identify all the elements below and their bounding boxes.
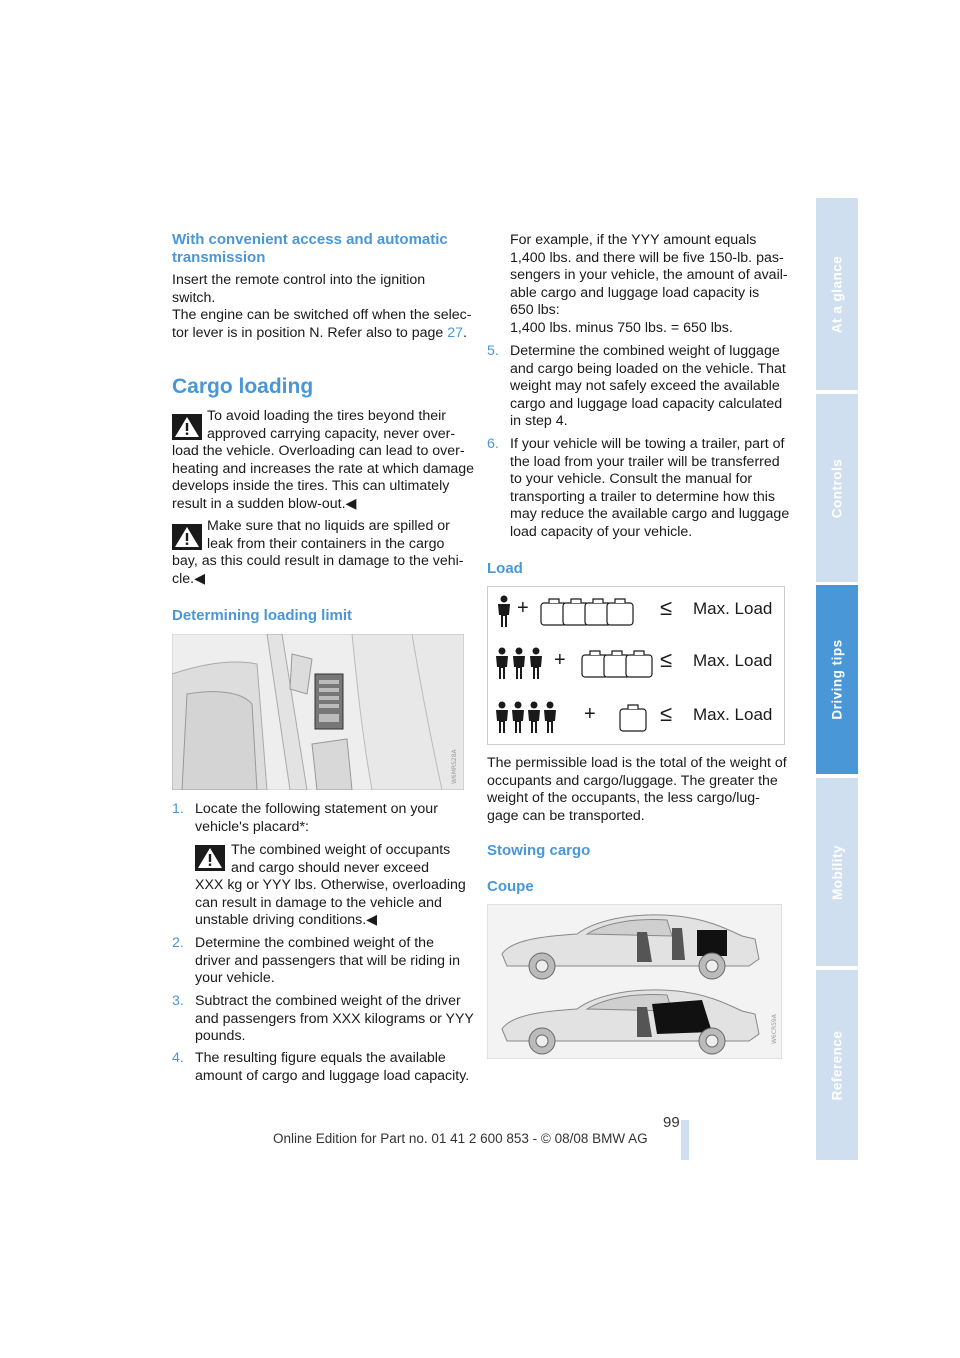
warning-text: The combined weight of occupants and cargo should never exceed bbox=[231, 842, 451, 876]
tab-mobility[interactable] bbox=[816, 778, 858, 966]
tab-label: Reference bbox=[829, 1030, 845, 1100]
list-item: 4. The resulting figure equals the available amount of cargo and luggage load capacity. bbox=[172, 1050, 470, 1084]
section-heading: Determining loading limit bbox=[172, 607, 353, 624]
list-item: 3. Subtract the combined weight of the driver and passengers from XXX kilograms or YYY pounds. bbox=[172, 993, 474, 1045]
luggage-icon bbox=[580, 647, 660, 679]
edition-footer: Online Edition for Part no. 01 41 2 600 853 - © 08/08 BMW AG bbox=[273, 1131, 648, 1146]
people-icon bbox=[494, 701, 560, 733]
warning-text: Make sure that no liquids are spilled or leak from their containers in the cargo bbox=[207, 518, 450, 552]
warning-text: To avoid loading the tires beyond their approved carrying capacity, never over- bbox=[207, 408, 456, 442]
tab-label: Mobility bbox=[829, 844, 845, 900]
page-link[interactable]: 27 bbox=[447, 324, 463, 341]
list-item: 5. Determine the combined weight of luggage and cargo being loaded on the vehicle. That weight may not safely exceed the available cargo and luggage load capacity calculated in step 4. bbox=[487, 343, 786, 430]
person-icon bbox=[496, 595, 512, 627]
luggage-icon bbox=[539, 595, 649, 627]
paragraph: The permissible load is the total of the weight of occupants and cargo/luggage. The greater the weight of the occupants, the less cargo/lug- gage can be transported. bbox=[487, 755, 787, 824]
load-row: + ≤ Max. Load bbox=[488, 639, 784, 689]
paragraph: Insert the remote control into the ignition switch. The engine can be switched off when the selec- tor lever is in position N. Refer also to page 27. bbox=[172, 272, 472, 341]
list-item: 1. Locate the following statement on your vehicle's placard*: bbox=[172, 801, 438, 835]
warning-icon bbox=[172, 524, 202, 550]
tab-label: Controls bbox=[829, 458, 845, 518]
section-heading: With convenient access and automatic transmission bbox=[172, 231, 448, 266]
tab-controls[interactable] bbox=[816, 394, 858, 582]
luggage-icon bbox=[618, 701, 652, 733]
svg-text:W6CR59A: W6CR59A bbox=[771, 1014, 778, 1044]
max-load-label: Max. Load bbox=[693, 599, 773, 618]
tab-reference[interactable] bbox=[816, 970, 858, 1160]
max-load-label: Max. Load bbox=[693, 651, 773, 670]
load-row: + ≤ Max. Load bbox=[488, 691, 784, 741]
tab-driving-tips[interactable] bbox=[816, 585, 858, 774]
page-number: 99 bbox=[663, 1114, 680, 1131]
coupe-cargo-illustration bbox=[487, 904, 782, 1059]
list-item: 6. If your vehicle will be towing a trailer, part of the load from your trailer will be transferred to your vehicle. Consult the manual for transporting a trailer to determine how this may reduce the available cargo and luggage load capacity of your vehicle. bbox=[487, 436, 790, 540]
list-item: 2. Determine the combined weight of the driver and passengers that will be riding in your vehicle. bbox=[172, 935, 460, 987]
footer-bar bbox=[681, 1120, 689, 1160]
section-heading: Stowing cargo bbox=[487, 842, 591, 859]
tab-label: At a glance bbox=[829, 255, 845, 333]
warning-text: load the vehicle. Overloading can lead to over- heating and increases the rate at which damage develops inside the tires. This can ultimately result in a sudden blow-out.◀ bbox=[172, 443, 475, 512]
load-row: + ≤ Max. Load bbox=[488, 587, 784, 637]
subsection-heading: Coupe bbox=[487, 878, 534, 895]
max-load-label: Max. Load bbox=[693, 705, 773, 724]
warning-icon bbox=[195, 845, 225, 871]
load-diagram bbox=[487, 586, 785, 745]
tab-label: Driving tips bbox=[829, 639, 845, 720]
page-title: Cargo loading bbox=[172, 375, 314, 398]
tab-at-a-glance[interactable] bbox=[816, 198, 858, 390]
door-placard-illustration bbox=[172, 634, 464, 790]
warning-icon bbox=[172, 414, 202, 440]
paragraph: For example, if the YYY amount equals 1,400 lbs. and there will be five 150-lb. pas- sengers in your vehicle, the amount of avail- able cargo and luggage load capacity is 650 lbs: 1,400 lbs. minus 750 lbs. = 650 lbs. bbox=[510, 232, 788, 336]
people-icon bbox=[494, 647, 544, 679]
warning-text: XXX kg or YYY lbs. Otherwise, overloading can result in damage to the vehicle and unstable driving conditions.◀ bbox=[195, 877, 466, 929]
warning-text: bay, as this could result in damage to the vehi- cle.◀ bbox=[172, 553, 464, 587]
svg-text:W6MRS28A: W6MRS28A bbox=[451, 749, 458, 784]
section-heading: Load bbox=[487, 560, 523, 577]
